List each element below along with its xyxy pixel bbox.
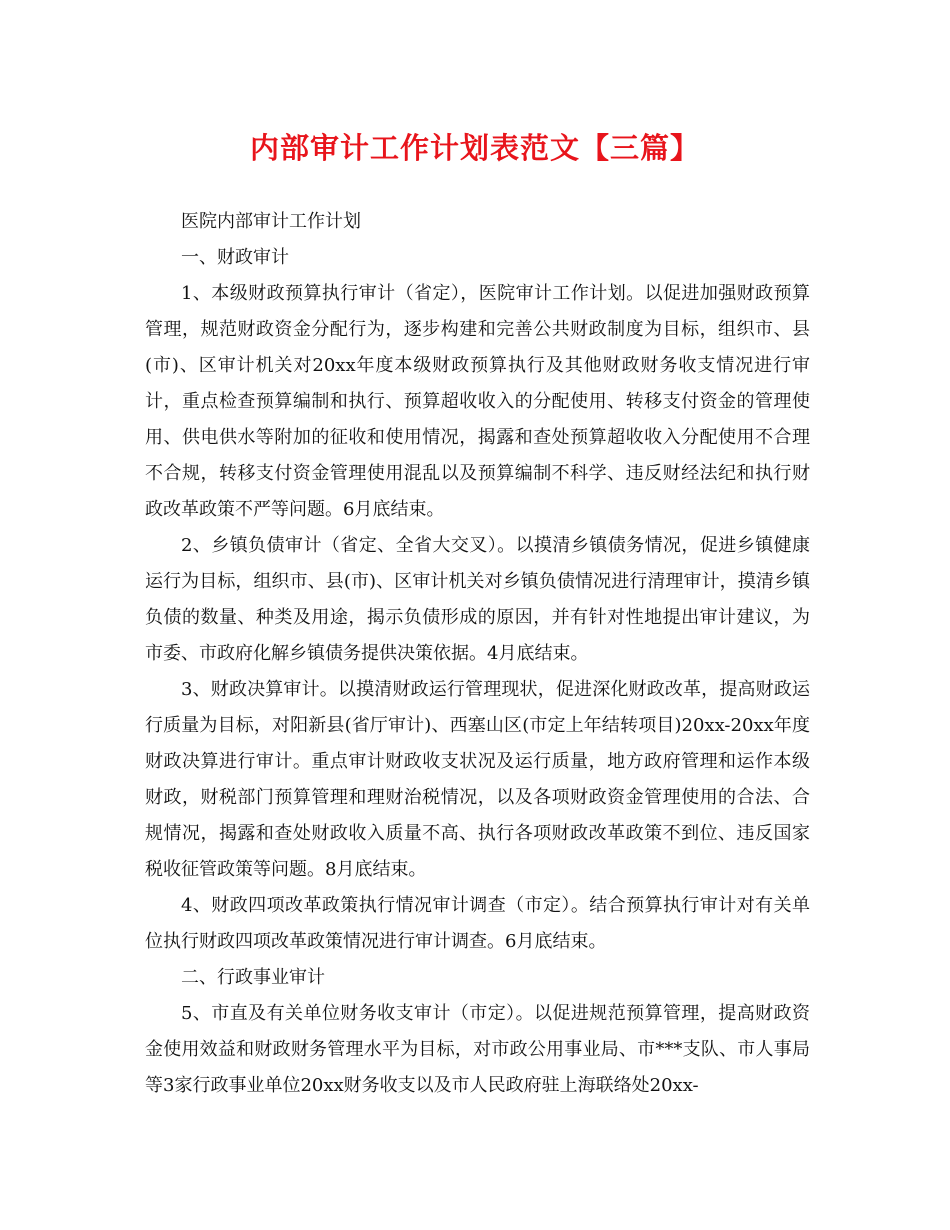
- body-paragraph: 1、本级财政预算执行审计（省定），医院审计工作计划。以促进加强财政预算管理，规范财政资金分配行为，逐步构建和完善公共财政制度为目标，组织市、县(市)、区审计机关对20xx年度本级财政预算执行及其他财政财务收支情况进行审计，重点检查预算编制和执行、预算超收收入的分配使用、转移支付资金的管理使用、供电供水等附加的征收和使用情况，揭露和查处预算超收收入分配使用不合理不合规，转移支付资金管理使用混乱以及预算编制不科学、违反财经法纪和执行财政改革政策不严等问题。6月底结束。: [145, 283, 810, 520]
- body-paragraph: 5、市直及有关单位财务收支审计（市定）。以促进规范预算管理，提高财政资金使用效益和财政财务管理水平为目标，对市政公用事业局、市***支队、市人事局等3家行政事业单位20xx财务收支以及市人民政府驻上海联络处20xx-: [145, 1003, 810, 1096]
- body-paragraph: 2、乡镇负债审计（省定、全省大交叉）。以摸清乡镇债务情况，促进乡镇健康运行为目标，组织市、县(市)、区审计机关对乡镇负债情况进行清理审计，摸清乡镇负债的数量、种类及用途，揭示负债形成的原因，并有针对性地提出审计建议，为市委、市政府化解乡镇债务提供决策依据。4月底结束。: [145, 535, 810, 664]
- section-heading: 医院内部审计工作计划: [181, 211, 361, 232]
- section-heading: 一、财政审计: [181, 247, 289, 268]
- body-paragraph: 4、财政四项改革政策执行情况审计调查（市定）。结合预算执行审计对有关单位执行财政四项改革政策情况进行审计调查。6月底结束。: [145, 895, 810, 952]
- body-paragraph: 3、财政决算审计。以摸清财政运行管理现状，促进深化财政改革，提高财政运行质量为目标，对阳新县(省厅审计)、西塞山区(市定上年结转项目)20xx-20xx年度财政决算进行审计。重点审计财政收支状况及运行质量，地方政府管理和运作本级财政，财税部门预算管理和理财治税情况，以及各项财政资金管理使用的合法、合规情况，揭露和查处财政收入质量不高、执行各项财政改革政策不到位、违反国家税收征管政策等问题。8月底结束。: [145, 679, 810, 880]
- document-body: [145, 204, 810, 1104]
- document-title: 内部审计工作计划表范文【三篇】: [249, 131, 700, 165]
- section-heading: 二、行政事业审计: [181, 967, 325, 988]
